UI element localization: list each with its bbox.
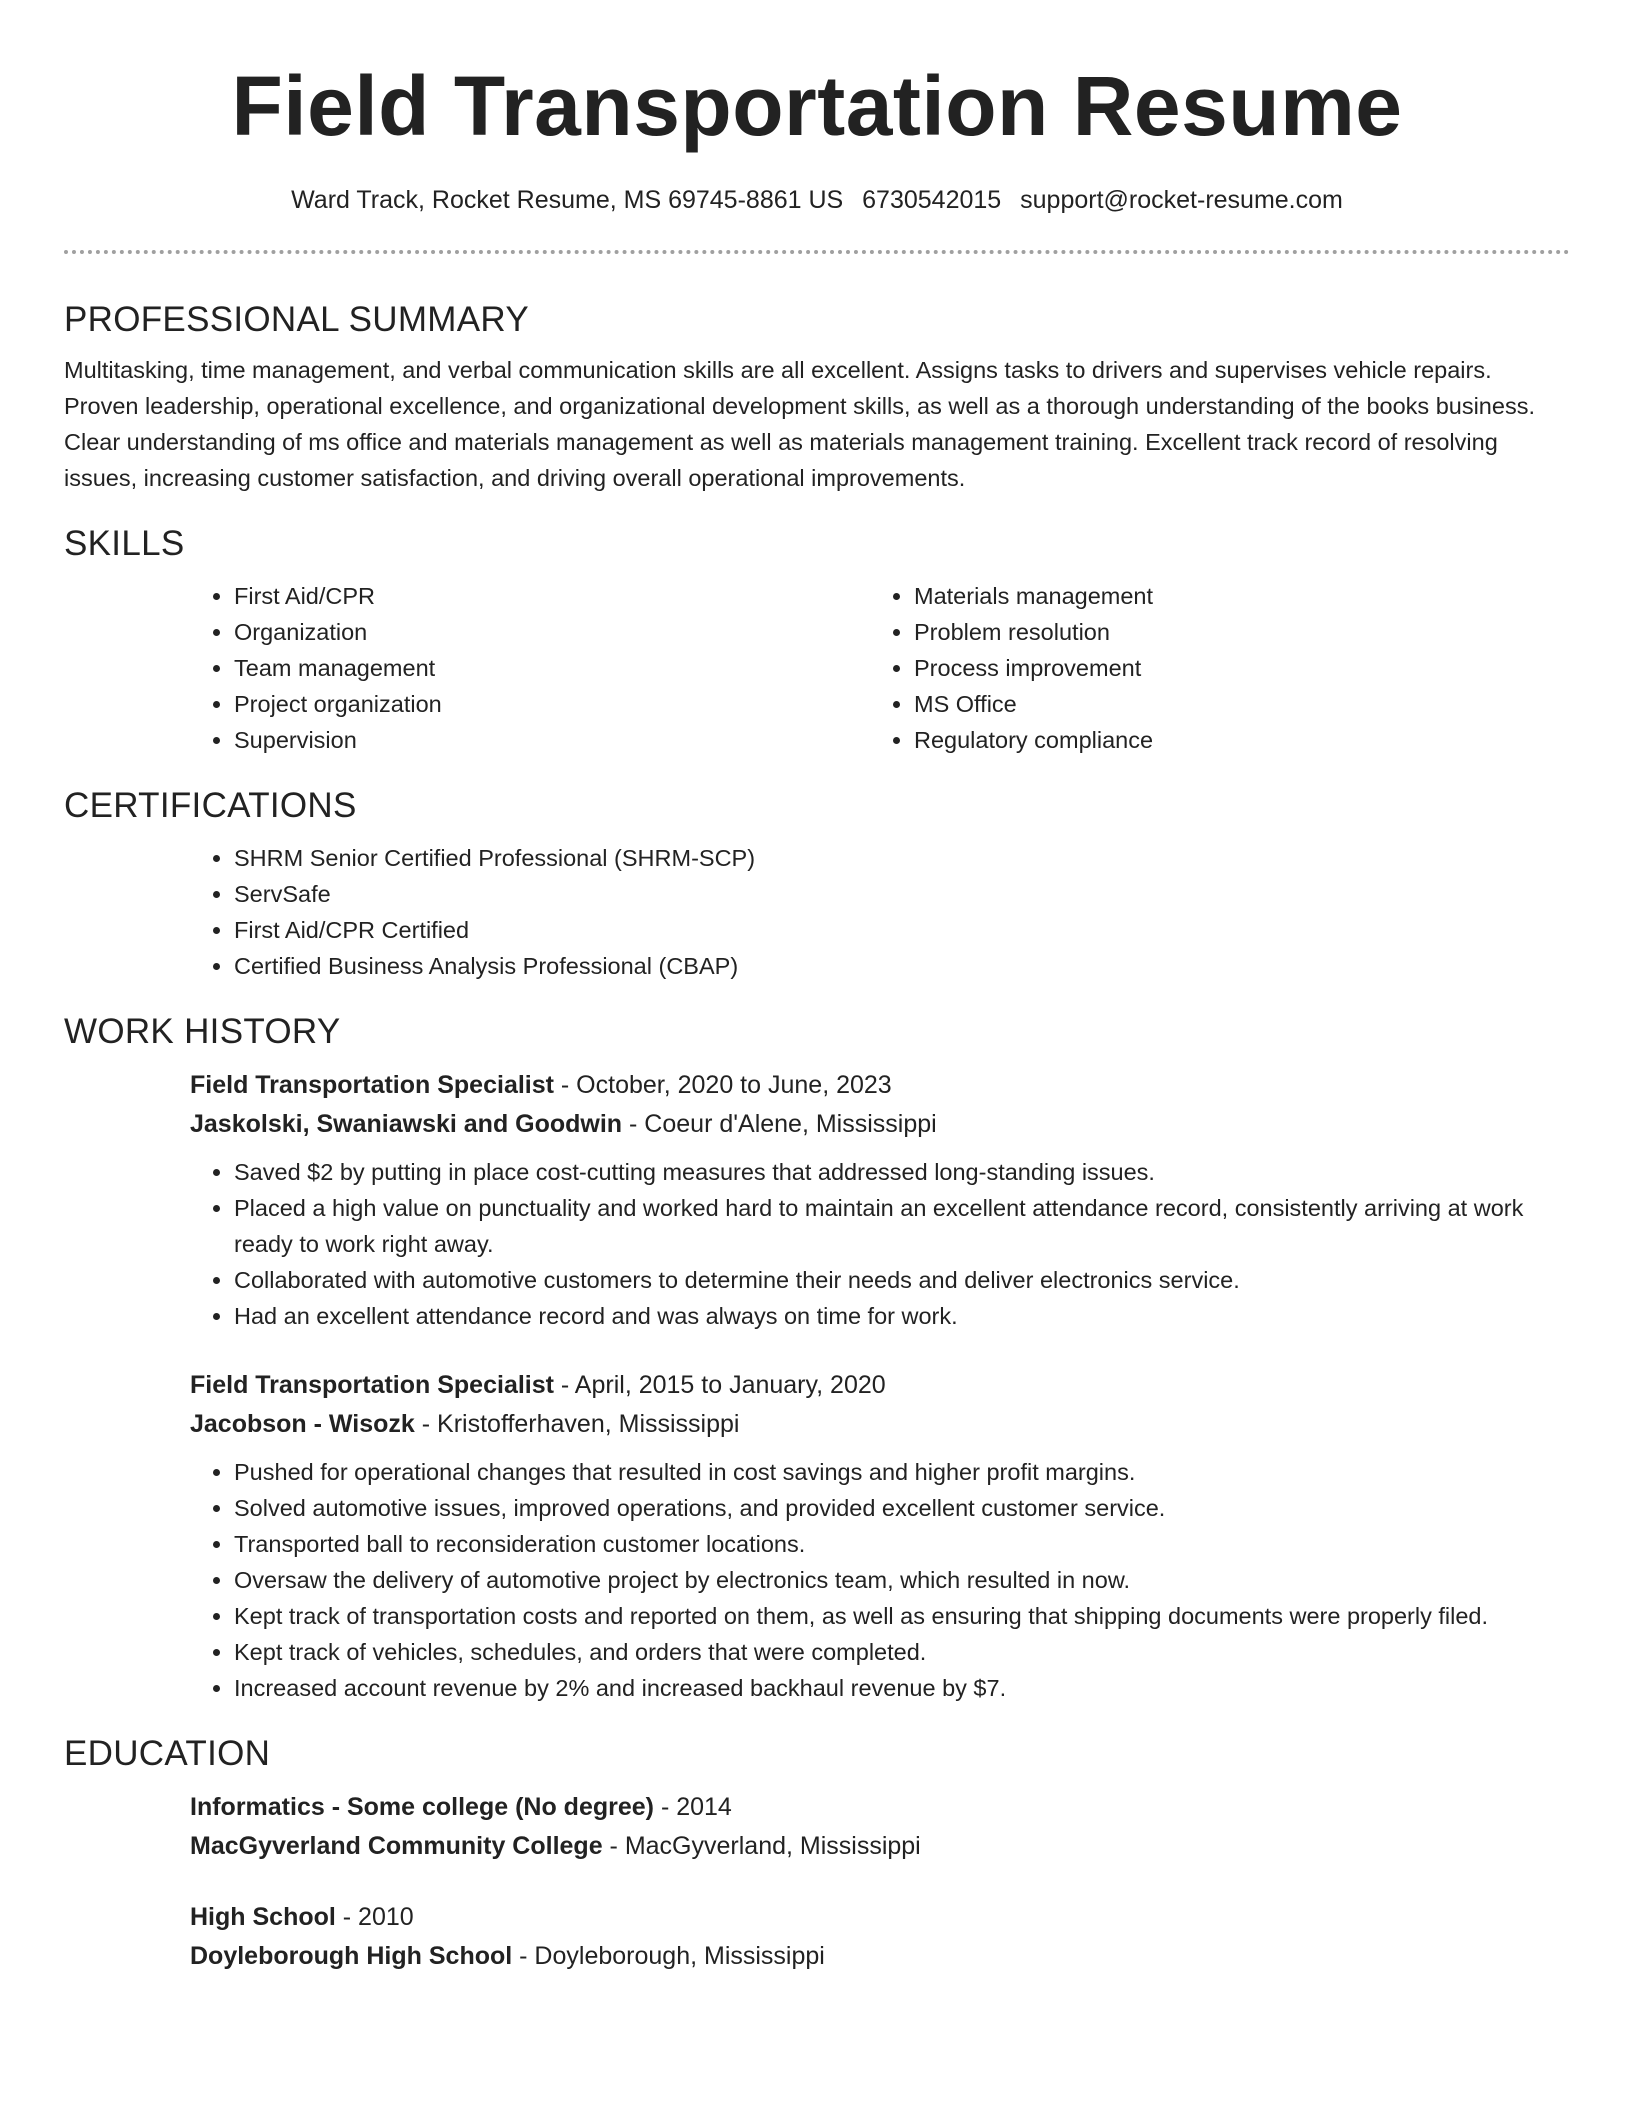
contact-address: Ward Track, Rocket Resume, MS 69745-8861 US (291, 186, 844, 214)
skill-item: • Materials management (914, 578, 1550, 614)
job-company: Jacobson - Wisozk (190, 1410, 415, 1438)
skill-item: • First Aid/CPR (234, 578, 870, 614)
education-degree: Informatics - Some college (No degree) (190, 1793, 654, 1821)
education-degree-line (190, 1788, 1570, 1826)
education-degree: High School (190, 1903, 336, 1931)
job-bullet: • Kept track of transportation costs and reported on them, as well as ensuring that shipping documents were properly filed. (234, 1598, 1570, 1634)
job-bullet: • Solved automotive issues, improved operations, and provided excellent customer service. (234, 1490, 1570, 1526)
job-location: - Coeur d'Alene, Mississippi (622, 1110, 937, 1138)
job-bullet: • Increased account revenue by 2% and increased backhaul revenue by $7. (234, 1670, 1570, 1706)
skill-item: • Regulatory compliance (914, 722, 1550, 758)
education-entry (190, 1898, 1570, 1976)
contact-line (64, 184, 1570, 216)
job-dates: - October, 2020 to June, 2023 (553, 1071, 892, 1099)
certifications-list (190, 840, 1570, 984)
summary-text: Multitasking, time management, and verbal communication skills are all excellent. Assigns tasks to drivers and supervises vehicle repairs. Proven leadership, operational excellence, and organizational development skills, as well as a thorough understanding of the books business. Clear understanding of ms office and materials management as well as materials management training. Excellent track record of resolving issues, increasing customer satisfaction, and driving overall operational improvements. (64, 357, 1535, 491)
certification-item: • Certified Business Analysis Professional (CBAP) (234, 948, 1570, 984)
section-title-skills: SKILLS (64, 524, 185, 563)
skills-section (64, 522, 1570, 758)
job-bullet: • Oversaw the delivery of automotive project by electronics team, which resulted in now. (234, 1562, 1570, 1598)
certification-item: • First Aid/CPR Certified (234, 912, 1570, 948)
job-bullet: • Transported ball to reconsideration customer locations. (234, 1526, 1570, 1562)
contact-email: support@rocket-resume.com (1020, 186, 1343, 214)
resume-header (64, 56, 1570, 254)
job-bullet: • Collaborated with automotive customers to determine their needs and deliver electronics service. (234, 1262, 1570, 1298)
summary-section (64, 298, 1570, 496)
education-school: Doyleborough High School (190, 1942, 513, 1970)
job-dates: - April, 2015 to January, 2020 (553, 1371, 886, 1399)
education-degree-line (190, 1898, 1570, 1936)
job-bullets (190, 1154, 1570, 1334)
job-bullet: • Kept track of vehicles, schedules, and orders that were completed. (234, 1634, 1570, 1670)
job-company: Jaskolski, Swaniawski and Goodwin (190, 1110, 623, 1138)
job-company-line (190, 1404, 1570, 1444)
education-year: - 2010 (335, 1903, 414, 1931)
job-bullet: • Placed a high value on punctuality and worked hard to maintain an excellent attendance record, consistently arriving at work ready to work right away. (234, 1190, 1570, 1262)
job-title: Field Transportation Specialist (190, 1071, 554, 1099)
job-bullets (190, 1454, 1570, 1706)
education-year: - 2014 (654, 1793, 732, 1821)
section-title-work-history: WORK HISTORY (64, 1012, 341, 1051)
job-bullet: • Pushed for operational changes that resulted in cost savings and higher profit margins. (234, 1454, 1570, 1490)
certifications-section (64, 784, 1570, 984)
job-entry (190, 1066, 1570, 1334)
skill-item: • Problem resolution (914, 614, 1550, 650)
job-company-line (190, 1104, 1570, 1144)
section-title-certifications: CERTIFICATIONS (64, 786, 357, 825)
job-title-line (190, 1366, 1570, 1404)
education-section (64, 1732, 1570, 1976)
job-location: - Kristofferhaven, Mississippi (414, 1410, 740, 1438)
resume-name: Field Transportation Resume (231, 59, 1403, 153)
header-divider (64, 250, 1570, 254)
skill-item: • Supervision (234, 722, 870, 758)
work-history-section (64, 1010, 1570, 1706)
certification-item: • SHRM Senior Certified Professional (SHRM-SCP) (234, 840, 1570, 876)
education-entry (190, 1788, 1570, 1866)
education-school: MacGyverland Community College (190, 1832, 603, 1860)
job-title: Field Transportation Specialist (190, 1371, 554, 1399)
skills-list-right (870, 578, 1550, 758)
skill-item: • Process improvement (914, 650, 1550, 686)
education-school-line (190, 1936, 1570, 1976)
contact-phone: 6730542015 (862, 186, 1002, 214)
job-title-line (190, 1066, 1570, 1104)
resume-page (64, 0, 1570, 1976)
section-title-summary: PROFESSIONAL SUMMARY (64, 300, 529, 339)
education-location: - Doyleborough, Mississippi (512, 1942, 825, 1970)
skills-grid (190, 578, 1570, 758)
job-bullet: • Had an excellent attendance record and was always on time for work. (234, 1298, 1570, 1334)
skill-item: • MS Office (914, 686, 1550, 722)
skill-item: • Team management (234, 650, 870, 686)
education-school-line (190, 1826, 1570, 1866)
certification-item: • ServSafe (234, 876, 1570, 912)
job-entry (190, 1366, 1570, 1706)
skill-item: • Organization (234, 614, 870, 650)
job-bullet: • Saved $2 by putting in place cost-cutting measures that addressed long-standing issues. (234, 1154, 1570, 1190)
skill-item: • Project organization (234, 686, 870, 722)
education-location: - MacGyverland, Mississippi (602, 1832, 921, 1860)
skills-list-left (190, 578, 870, 758)
section-title-education: EDUCATION (64, 1734, 271, 1773)
